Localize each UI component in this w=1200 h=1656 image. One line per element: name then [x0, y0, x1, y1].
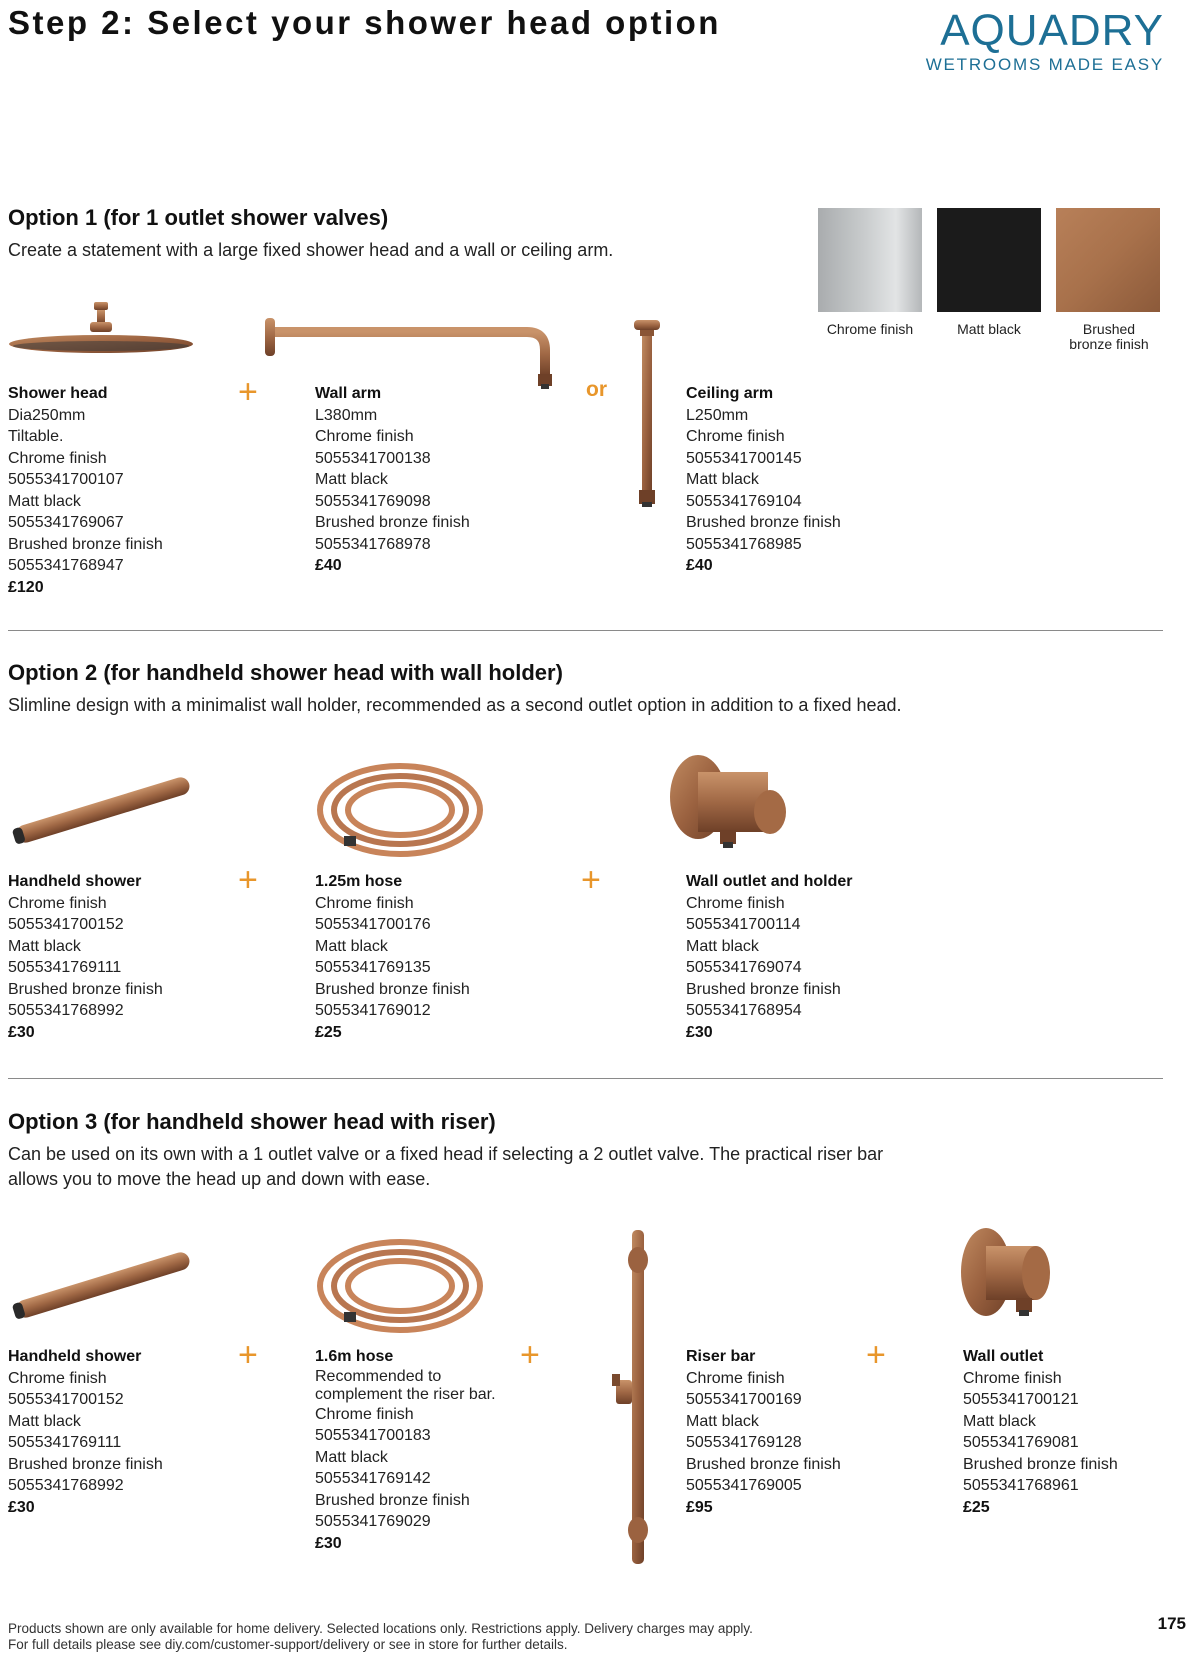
product-detail: Chrome finish — [963, 1369, 1062, 1387]
product-detail: Brushed bronze finish — [686, 980, 841, 998]
product-detail: Chrome finish — [315, 1405, 414, 1423]
wall-outlet-image — [960, 1224, 1060, 1324]
product-detail: Matt black — [686, 1412, 759, 1430]
product-detail: Brushed bronze finish — [8, 1455, 163, 1473]
product-note: Recommended to — [315, 1367, 442, 1385]
product-detail: Chrome finish — [686, 894, 785, 912]
product-detail: Chrome finish — [686, 428, 785, 445]
product-name: Wall outlet — [963, 1348, 1044, 1365]
product-price: £40 — [315, 557, 342, 574]
wall-outlet-holder-image — [668, 752, 808, 852]
product-name: Riser bar — [686, 1348, 756, 1365]
product-detail: 5055341700138 — [315, 449, 431, 467]
footer-details: For full details please see diy.com/customer-support/delivery or see in store for further details. — [8, 1637, 568, 1652]
product-detail: 5055341769135 — [315, 959, 431, 976]
section-divider — [8, 630, 1163, 631]
shower-head-image — [6, 300, 196, 360]
product-detail: Matt black — [963, 1412, 1036, 1430]
or-connector: or — [586, 378, 607, 401]
product-detail: Chrome finish — [315, 428, 414, 445]
product-detail: Chrome finish — [686, 1369, 785, 1387]
product-detail: 5055341768985 — [686, 535, 802, 553]
product-detail: Matt black — [8, 1412, 81, 1430]
product-ceiling-arm — [686, 383, 841, 577]
product-detail: Tiltable. — [8, 428, 64, 445]
option2-title: Option 2 (for handheld shower head with wall holder) — [8, 660, 563, 685]
swatch-label: Chrome finish — [826, 321, 914, 337]
product-detail: 5055341769074 — [686, 959, 802, 976]
handheld-shower-image — [8, 775, 198, 845]
product-price: £25 — [963, 1498, 990, 1516]
product-detail: Brushed bronze finish — [315, 514, 470, 531]
product-detail: Matt black — [8, 492, 81, 510]
option3-description: allows you to move the head up and down with ease. — [8, 1169, 431, 1189]
hose-image — [316, 1236, 484, 1336]
product-detail: Dia250mm — [8, 406, 86, 424]
hose-image — [316, 760, 484, 860]
product-detail: Brushed bronze finish — [686, 514, 841, 531]
plus-connector: + — [238, 861, 258, 899]
plus-connector: + — [238, 373, 258, 411]
product-detail: L250mm — [686, 406, 749, 424]
product-detail: Brushed bronze finish — [686, 1455, 841, 1473]
product-detail: 5055341769111 — [8, 1434, 122, 1451]
product-shower-head — [8, 383, 163, 598]
product-price: £40 — [686, 557, 713, 574]
brushed-bronze-swatch — [1056, 208, 1160, 312]
product-detail: 5055341700169 — [686, 1391, 802, 1408]
product-detail: 5055341769098 — [315, 492, 431, 510]
product-detail: 5055341700121 — [963, 1391, 1079, 1408]
product-detail: 5055341769128 — [686, 1434, 802, 1451]
option1-description: Create a statement with a large fixed shower head and a wall or ceiling arm. — [8, 240, 614, 260]
product-detail: 5055341700152 — [8, 1391, 124, 1408]
product-detail: Brushed bronze finish — [315, 980, 470, 998]
product-wall-outlet — [963, 1346, 1118, 1518]
product-detail: 5055341700107 — [8, 471, 124, 488]
plus-connector: + — [581, 861, 601, 899]
swatch-label: Brushed bronze finish — [1069, 321, 1149, 352]
plus-connector: + — [520, 1336, 540, 1374]
product-price: £120 — [8, 578, 44, 596]
handheld-shower-image — [8, 1250, 198, 1320]
product-detail: 5055341768978 — [315, 535, 431, 553]
swatch-label: Matt black — [957, 321, 1021, 337]
page-number: 175 — [1157, 1614, 1186, 1633]
product-detail: 5055341768992 — [8, 1477, 124, 1494]
plus-connector: + — [238, 1336, 258, 1374]
product-detail: Brushed bronze finish — [8, 535, 163, 553]
product-detail: 5055341700152 — [8, 916, 124, 933]
product-detail: 5055341700176 — [315, 916, 431, 933]
product-price: £95 — [686, 1498, 713, 1516]
product-riser-bar — [686, 1346, 841, 1518]
riser-bar-image — [608, 1230, 668, 1570]
product-price: £30 — [8, 1498, 35, 1516]
option2-description: Slimline design with a minimalist wall holder, recommended as a second outlet option in addition to a fixed head. — [8, 695, 902, 715]
option3-title: Option 3 (for handheld shower head with riser) — [8, 1109, 496, 1134]
product-detail: 5055341769005 — [686, 1477, 802, 1494]
product-detail: 5055341769142 — [315, 1470, 431, 1487]
product-detail: 5055341700114 — [686, 916, 801, 933]
option3-description: Can be used on its own with a 1 outlet valve or a fixed head if selecting a 2 outlet valve. The practical riser bar — [8, 1144, 884, 1164]
product-detail: Chrome finish — [8, 1369, 107, 1387]
product-detail: 5055341769081 — [963, 1434, 1079, 1451]
wall-arm-image — [265, 318, 565, 390]
product-detail: Brushed bronze finish — [963, 1455, 1118, 1473]
product-detail: 5055341769104 — [686, 492, 802, 510]
product-name: Handheld shower — [8, 873, 142, 890]
product-detail: 5055341769067 — [8, 514, 124, 531]
brand-tagline: WETROOMS MADE EASY — [925, 55, 1164, 74]
product-name: 1.6m hose — [315, 1348, 394, 1365]
product-detail: Chrome finish — [8, 894, 107, 912]
product-detail: Matt black — [686, 937, 759, 955]
product-detail: 5055341768961 — [963, 1477, 1079, 1494]
product-name: 1.25m hose — [315, 873, 403, 890]
product-detail: 5055341700145 — [686, 449, 802, 467]
product-price: £30 — [8, 1023, 35, 1041]
product-detail: Chrome finish — [315, 894, 414, 912]
brand-logo: AQUADRY — [940, 6, 1164, 55]
product-price: £30 — [686, 1023, 713, 1041]
matt-black-swatch — [937, 208, 1041, 312]
product-detail: 5055341769012 — [315, 1002, 431, 1019]
option1-title: Option 1 (for 1 outlet shower valves) — [8, 205, 389, 230]
product-detail: Brushed bronze finish — [315, 1491, 470, 1509]
product-detail: Matt black — [315, 937, 388, 955]
chrome-swatch — [818, 208, 922, 312]
product-name: Wall outlet and holder — [686, 873, 853, 890]
product-detail: Matt black — [8, 937, 81, 955]
product-detail: 5055341768947 — [8, 557, 124, 574]
product-detail: Matt black — [686, 471, 759, 488]
product-hose — [315, 1346, 496, 1554]
product-hose — [315, 871, 470, 1043]
product-detail: Chrome finish — [8, 449, 107, 467]
product-price: £25 — [315, 1023, 342, 1041]
plus-connector: + — [866, 1336, 886, 1374]
product-name: Shower head — [8, 385, 108, 402]
product-detail: Brushed bronze finish — [8, 980, 163, 998]
product-detail: 5055341700183 — [315, 1427, 431, 1444]
product-detail: 5055341768992 — [8, 1002, 124, 1019]
section-divider — [8, 1078, 1163, 1079]
product-name: Handheld shower — [8, 1348, 142, 1365]
product-name: Ceiling arm — [686, 385, 774, 402]
product-detail: 5055341769111 — [8, 959, 122, 976]
product-name: Wall arm — [315, 385, 382, 402]
product-handheld-shower — [8, 871, 163, 1043]
product-note: complement the riser bar. — [315, 1385, 496, 1403]
page-title: Step 2: Select your shower head option — [8, 4, 721, 41]
product-detail: 5055341768954 — [686, 1002, 802, 1019]
ceiling-arm-image — [632, 320, 662, 510]
product-detail: Matt black — [315, 471, 388, 488]
product-detail: 5055341769029 — [315, 1513, 431, 1530]
product-detail: L380mm — [315, 406, 378, 424]
product-price: £30 — [315, 1534, 342, 1552]
product-handheld-shower — [8, 1346, 163, 1518]
footer-disclaimer: Products shown are only available for home delivery. Selected locations only. Restrictions apply. Delivery charges may apply. — [8, 1621, 753, 1636]
product-wall-outlet-holder — [686, 871, 853, 1043]
product-detail: Matt black — [315, 1448, 388, 1466]
product-wall-arm — [315, 383, 470, 577]
